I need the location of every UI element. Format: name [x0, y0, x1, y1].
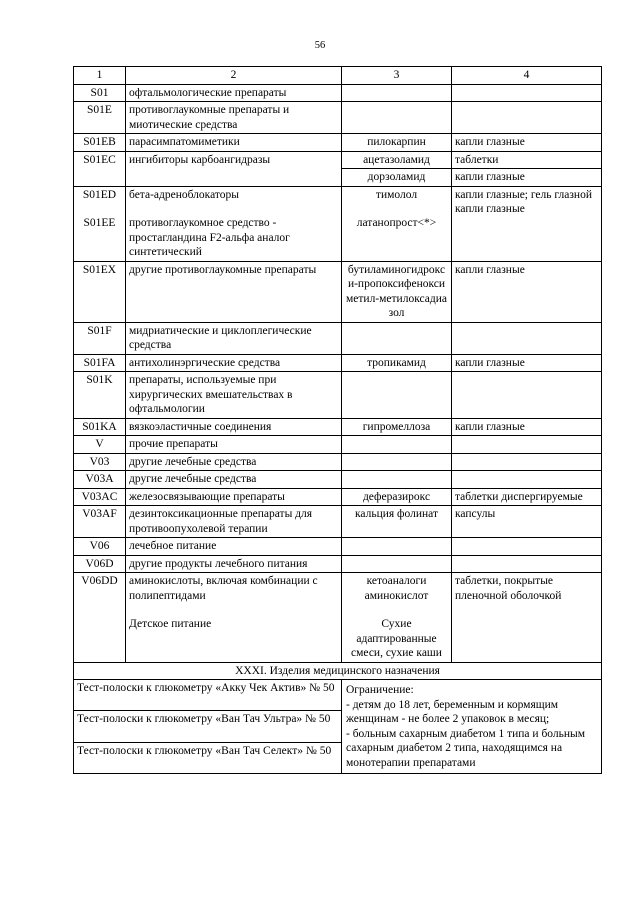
substance: пилокарпин [342, 134, 452, 152]
drug-table [73, 66, 602, 774]
group-name: аминокислоты, включая комбинации с полипептидами [129, 575, 318, 602]
restriction-line: - детям до 18 лет, беременным и кормящим женщинам - не более 2 упаковок в месяц; [346, 698, 559, 725]
atc-code: V03AC [74, 488, 126, 506]
page-number: 56 [314, 40, 326, 51]
substance: кетоаналоги аминокислот [364, 575, 429, 602]
table-row [74, 322, 602, 354]
substance [342, 84, 452, 102]
table-row [74, 134, 602, 152]
group-name: ингибиторы карбоангидразы [126, 151, 342, 186]
dosage-form [452, 555, 602, 573]
table-row [74, 102, 602, 134]
group-name: лечебное питание [126, 538, 342, 556]
dosage-form: таблетки [452, 151, 602, 169]
group-name: офтальмологические препараты [126, 84, 342, 102]
group-name-cell [126, 573, 342, 663]
table-row [74, 354, 602, 372]
atc-code: V03AF [74, 506, 126, 538]
dosage-form-cell [452, 186, 602, 261]
substance [342, 471, 452, 489]
table-row [74, 453, 602, 471]
group-name-cell [126, 186, 342, 261]
substance: дорзоламид [342, 169, 452, 187]
device-row [74, 680, 602, 711]
group-name: антихолинэргические средства [126, 354, 342, 372]
dosage-form: таблетки, покрытые пленочной оболочкой [452, 573, 602, 663]
group-name: противоглаукомные препараты и миотические средства [126, 102, 342, 134]
table-row [74, 488, 602, 506]
group-name: вязкоэластичные соединения [126, 418, 342, 436]
table-row [74, 151, 602, 169]
table-row [74, 538, 602, 556]
atc-code: S01KA [74, 418, 126, 436]
group-name: дезинтоксикационные препараты для противоопухолевой терапии [126, 506, 342, 538]
group-name-2: противоглаукомное средство - простагландина F2-альфа аналог синтетический [129, 217, 290, 258]
dosage-form [452, 322, 602, 354]
table-row [74, 471, 602, 489]
substance [342, 102, 452, 134]
substance-2: Сухие адаптированные смеси, сухие каши [351, 618, 442, 659]
restriction-line: - больным сахарным диабетом 1 типа и больным сахарным диабетом 2 типа, находящимся на монотерапии препаратами [346, 727, 586, 769]
table-row [74, 573, 602, 663]
substance: тропикамид [342, 354, 452, 372]
dosage-form: капли глазные [452, 418, 602, 436]
table-row [74, 84, 602, 102]
dosage-form: капсулы [452, 506, 602, 538]
table-row [74, 506, 602, 538]
substance-cell [342, 186, 452, 261]
dosage-form-2: капли глазные [455, 203, 525, 215]
atc-code: S01F [74, 322, 126, 354]
atc-code: V06D [74, 555, 126, 573]
section-row [74, 662, 602, 680]
atc-code: S01FA [74, 354, 126, 372]
substance-cell [342, 573, 452, 663]
atc-code: S01EC [74, 151, 126, 186]
header-col-3: 3 [342, 67, 452, 85]
atc-code: V [74, 436, 126, 454]
substance [342, 436, 452, 454]
atc-code: S01EB [74, 134, 126, 152]
dosage-form [452, 102, 602, 134]
dosage-form [452, 372, 602, 419]
group-name: железосвязывающие препараты [126, 488, 342, 506]
table-row [74, 418, 602, 436]
atc-code: V03 [74, 453, 126, 471]
header-col-4: 4 [452, 67, 602, 85]
header-col-1: 1 [74, 67, 126, 85]
group-name: мидриатические и циклоплегические средства [126, 322, 342, 354]
atc-code-2: S01EE [83, 217, 116, 229]
group-name-2: Детское питание [129, 618, 212, 630]
dosage-form [452, 453, 602, 471]
header-row [74, 67, 602, 85]
substance [342, 322, 452, 354]
table-row [74, 436, 602, 454]
group-name: другие лечебные средства [126, 471, 342, 489]
table-row [74, 555, 602, 573]
substance: кальция фолинат [342, 506, 452, 538]
device-name: Тест-полоски к глюкометру «Акку Чек Актив» № 50 [74, 680, 342, 711]
dosage-form: капли глазные [452, 134, 602, 152]
device-name: Тест-полоски к глюкометру «Ван Тач Селект» № 50 [74, 742, 342, 773]
dosage-form: капли глазные [452, 354, 602, 372]
atc-code: S01EX [74, 261, 126, 322]
substance: тимолол [375, 188, 418, 201]
substance: бутиламиногидрокси-пропоксифеноксиметил-метилоксадиазол [342, 261, 452, 322]
group-name: другие продукты лечебного питания [126, 555, 342, 573]
section-title: XXXI. Изделия медицинского назначения [74, 662, 602, 680]
dosage-form [452, 471, 602, 489]
atc-code: S01K [74, 372, 126, 419]
restriction-cell [342, 680, 602, 774]
restriction-heading: Ограничение: [346, 684, 414, 696]
header-col-2: 2 [126, 67, 342, 85]
dosage-form [452, 436, 602, 454]
substance [342, 372, 452, 419]
table-row [74, 261, 602, 322]
dosage-form: капли глазные; гель глазной [455, 188, 592, 201]
dosage-form: капли глазные [452, 261, 602, 322]
atc-code: S01 [74, 84, 126, 102]
substance: гипромеллоза [342, 418, 452, 436]
substance [342, 453, 452, 471]
group-name: другие противоглаукомные препараты [126, 261, 342, 322]
atc-code: V06 [74, 538, 126, 556]
substance: ацетазоламид [342, 151, 452, 169]
dosage-form [452, 84, 602, 102]
group-name: другие лечебные средства [126, 453, 342, 471]
substance [342, 538, 452, 556]
substance [342, 555, 452, 573]
table-row [74, 372, 602, 419]
atc-code: S01ED [82, 188, 117, 201]
substance: деферазирокс [342, 488, 452, 506]
group-name: препараты, используемые при хирургических вмешательствах в офтальмологии [126, 372, 342, 419]
dosage-form: капли глазные [452, 169, 602, 187]
atc-code-cell [74, 186, 126, 261]
table-row [74, 186, 602, 261]
substance-2: латанопрост<*> [356, 217, 437, 229]
group-name: прочие препараты [126, 436, 342, 454]
atc-code: S01E [74, 102, 126, 134]
group-name: бета-адреноблокаторы [129, 188, 239, 201]
atc-code: V03A [74, 471, 126, 489]
group-name: парасимпатомиметики [126, 134, 342, 152]
atc-code: V06DD [74, 573, 126, 663]
dosage-form: таблетки диспергируемые [452, 488, 602, 506]
device-name: Тест-полоски к глюкометру «Ван Тач Ультра» № 50 [74, 711, 342, 742]
dosage-form [452, 538, 602, 556]
